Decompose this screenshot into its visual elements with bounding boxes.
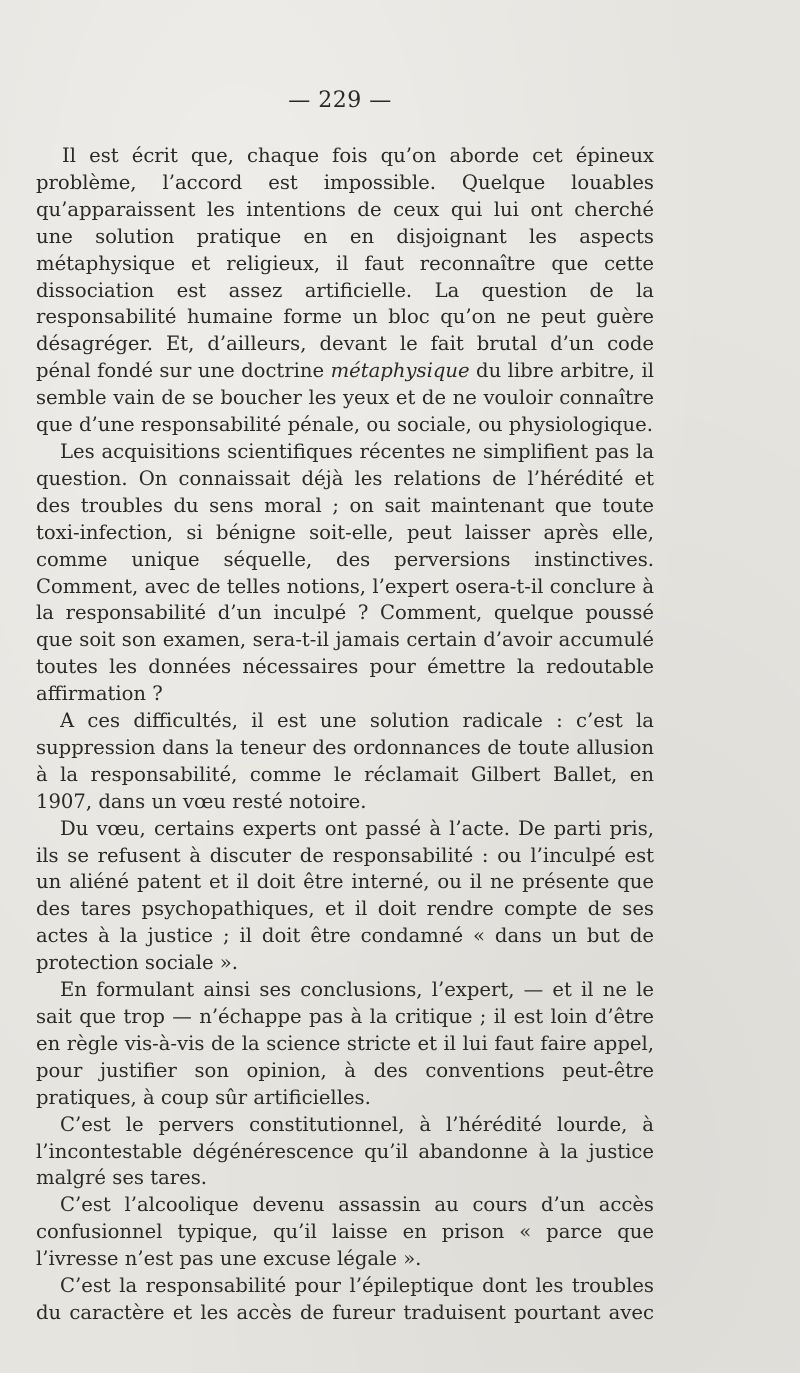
paragraph-6: C’est le pervers constitutionnel, à l’hérédité lourde, à l’incontestable dégénérescence qu’il abandonne à la justice malgré ses tares. [36, 1112, 654, 1190]
body-text [36, 143, 654, 1327]
paragraph-4: Du vœu, certains experts ont passé à l’acte. De parti pris, ils se refusent à discuter de responsabilité : ou l’inculpé est un aliéné patent et il doit être interné, ou il ne présente que des tares psychopathiques, et il doit rendre compte de ses actes à la justice ; il doit être condamné « dans un but de protection sociale ». [36, 816, 654, 975]
paragraph-1-italic-term: métaphysique [330, 359, 470, 383]
paragraph-1 [36, 143, 654, 439]
paragraph-1-text-a: Il est écrit que, chaque fois qu’on aborde cet épineux problème, l’accord est impossible. Quelque louables qu’apparaissent les intentions de ceux qui lui ont cherché une solution pratique en en disjoignant les aspects métaphysique et religieux, il faut reconnaître que cette dissociation est assez artificielle. La question de la responsabilité humaine forme un bloc qu’on ne peut guère désagréger. Et, d’ailleurs, devant le fait brutal d’un code pénal fondé sur une doctrine [36, 144, 654, 383]
paragraph-3: A ces difficultés, il est une solution radicale : c’est la suppression dans la teneur des ordonnances de toute allusion à la responsabilité, comme le réclamait Gilbert Ballet, en 1907, dans un vœu resté notoire. [36, 709, 654, 813]
paragraph-1-text-b: du libre arbitre, il semble vain de se boucher les yeux et de ne vouloir connaître que d’une responsabilité pénale, ou sociale, ou physiologique. [36, 359, 654, 437]
paragraph-7: C’est l’alcoolique devenu assassin au cours d’un accès confusionnel typique, qu’il laisse en prison « parce que l’ivresse n’est pas une excuse légale ». [36, 1193, 654, 1271]
paragraph-2: Les acquisitions scientifiques récentes ne simplifient pas la question. On connaissait déjà les relations de l’hérédité et des troubles du sens moral ; on sait maintenant que toute toxi-infection, si bénigne soit-elle, peut laisser après elle, comme unique séquelle, des perversions instinctives. Comment, avec de telles notions, l’expert osera-t-il conclure à la responsabilité d’un inculpé ? Comment, quelque poussé que soit son examen, sera-t-il jamais certain d’avoir accumulé toutes les données nécessaires pour émettre la redoutable affirmation ? [36, 439, 654, 706]
page-number: — 229 — [288, 88, 392, 113]
paragraph-5: En formulant ainsi ses conclusions, l’expert, — et il ne le sait que trop — n’échappe pas à la critique ; il est loin d’être en règle vis-à-vis de la science stricte et il lui faut faire appel, pour justifier son opinion, à des conventions peut-être pratiques, à coup sûr artificielles. [36, 978, 654, 1109]
paragraph-8: C’est la responsabilité pour l’épileptique dont les troubles du caractère et les accès de fureur traduisent pourtant avec [36, 1274, 654, 1324]
